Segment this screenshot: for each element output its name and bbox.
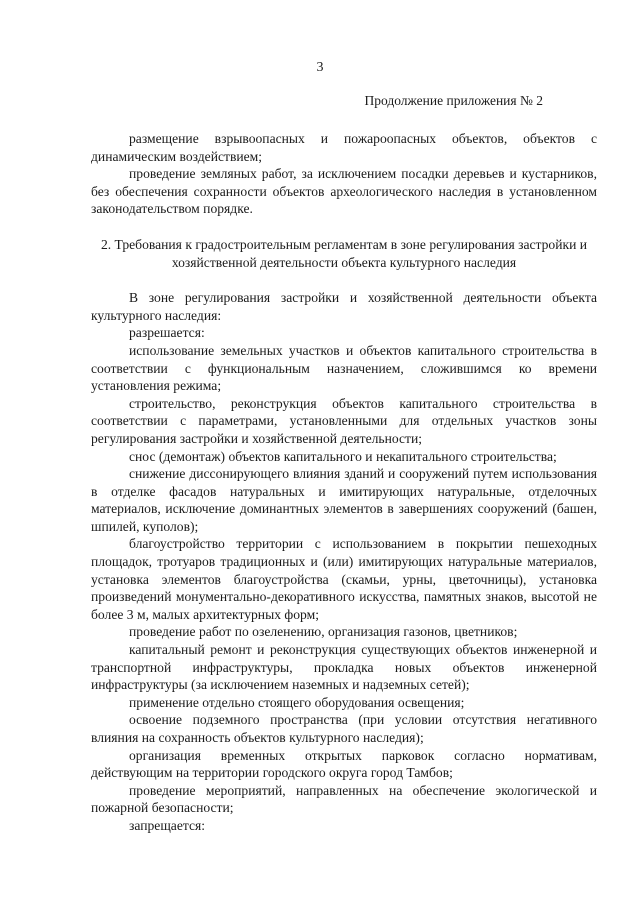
paragraph: снижение диссонирующего влияния зданий и сооружений путем использования в отделке фасадов натуральных и имитирующих натуральные, отделочных материалов, исключение доминантных элементов в завершениях сооружений (башен, шпилей, куполов); [91, 466, 597, 534]
paragraph: проведение мероприятий, направленных на обеспечение экологической и пожарной безопасности; [91, 782, 597, 816]
page-number: 3 [316, 60, 324, 75]
document-body [91, 130, 597, 835]
paragraph: применение отдельно стоящего оборудования освещения; [129, 694, 465, 710]
paragraph: проведение работ по озеленению, организация газонов, цветников; [129, 624, 518, 640]
section-heading: 2. Требования к градостроительным регламентам в зоне регулирования застройки и хозяйственной деятельности объекта культурного наследия [100, 236, 588, 270]
paragraph: капитальный ремонт и реконструкция существующих объектов инженерной и транспортной инфраструктуры, прокладка новых объектов инженерной инфраструктуры (за исключением наземных и надземных сетей); [91, 642, 597, 693]
paragraph: запрещается: [129, 817, 206, 833]
paragraph: В зоне регулирования застройки и хозяйственной деятельности объекта культурного наследия: [91, 290, 597, 323]
paragraph: разрешается: [129, 325, 205, 341]
paragraph: размещение взрывоопасных и пожароопасных объектов, объектов с динамическим воздействием; [91, 131, 597, 164]
appendix-continuation-note: Продолжение приложения № 2 [364, 93, 543, 108]
paragraph: снос (демонтаж) объектов капитального и некапитального строительства; [129, 448, 557, 464]
paragraph: проведение земляных работ, за исключением посадки деревьев и кустарников, без обеспечения сохранности объектов археологического наследия в установленном законодательством порядке. [91, 166, 597, 217]
paragraph: освоение подземного пространства (при условии отсутствия негативного влияния на сохранность объектов культурного наследия); [91, 712, 597, 745]
paragraph: использование земельных участков и объектов капитального строительства в соответствии с функциональным назначением, сложившимся ко времени установления режима; [91, 342, 597, 394]
paragraph: благоустройство территории с использованием в покрытии пешеходных площадок, тротуаров традиционных и (или) имитирующих натуральные материалов, установка элементов благоустройства (скамьи, урны, цветочницы), установка произведений монументально-декоративного искусства, памятных знаков, высотой не более 3 м, малых архитектурных форм; [91, 536, 597, 622]
paragraph: строительство, реконструкция объектов капитального строительства в соответствии с параметрами, установленными для отдельных участков зоны регулирования застройки и хозяйственной деятельности; [91, 395, 597, 446]
paragraph: организация временных открытых парковок согласно нормативам, действующим на территории городского округа город Тамбов; [91, 747, 597, 781]
